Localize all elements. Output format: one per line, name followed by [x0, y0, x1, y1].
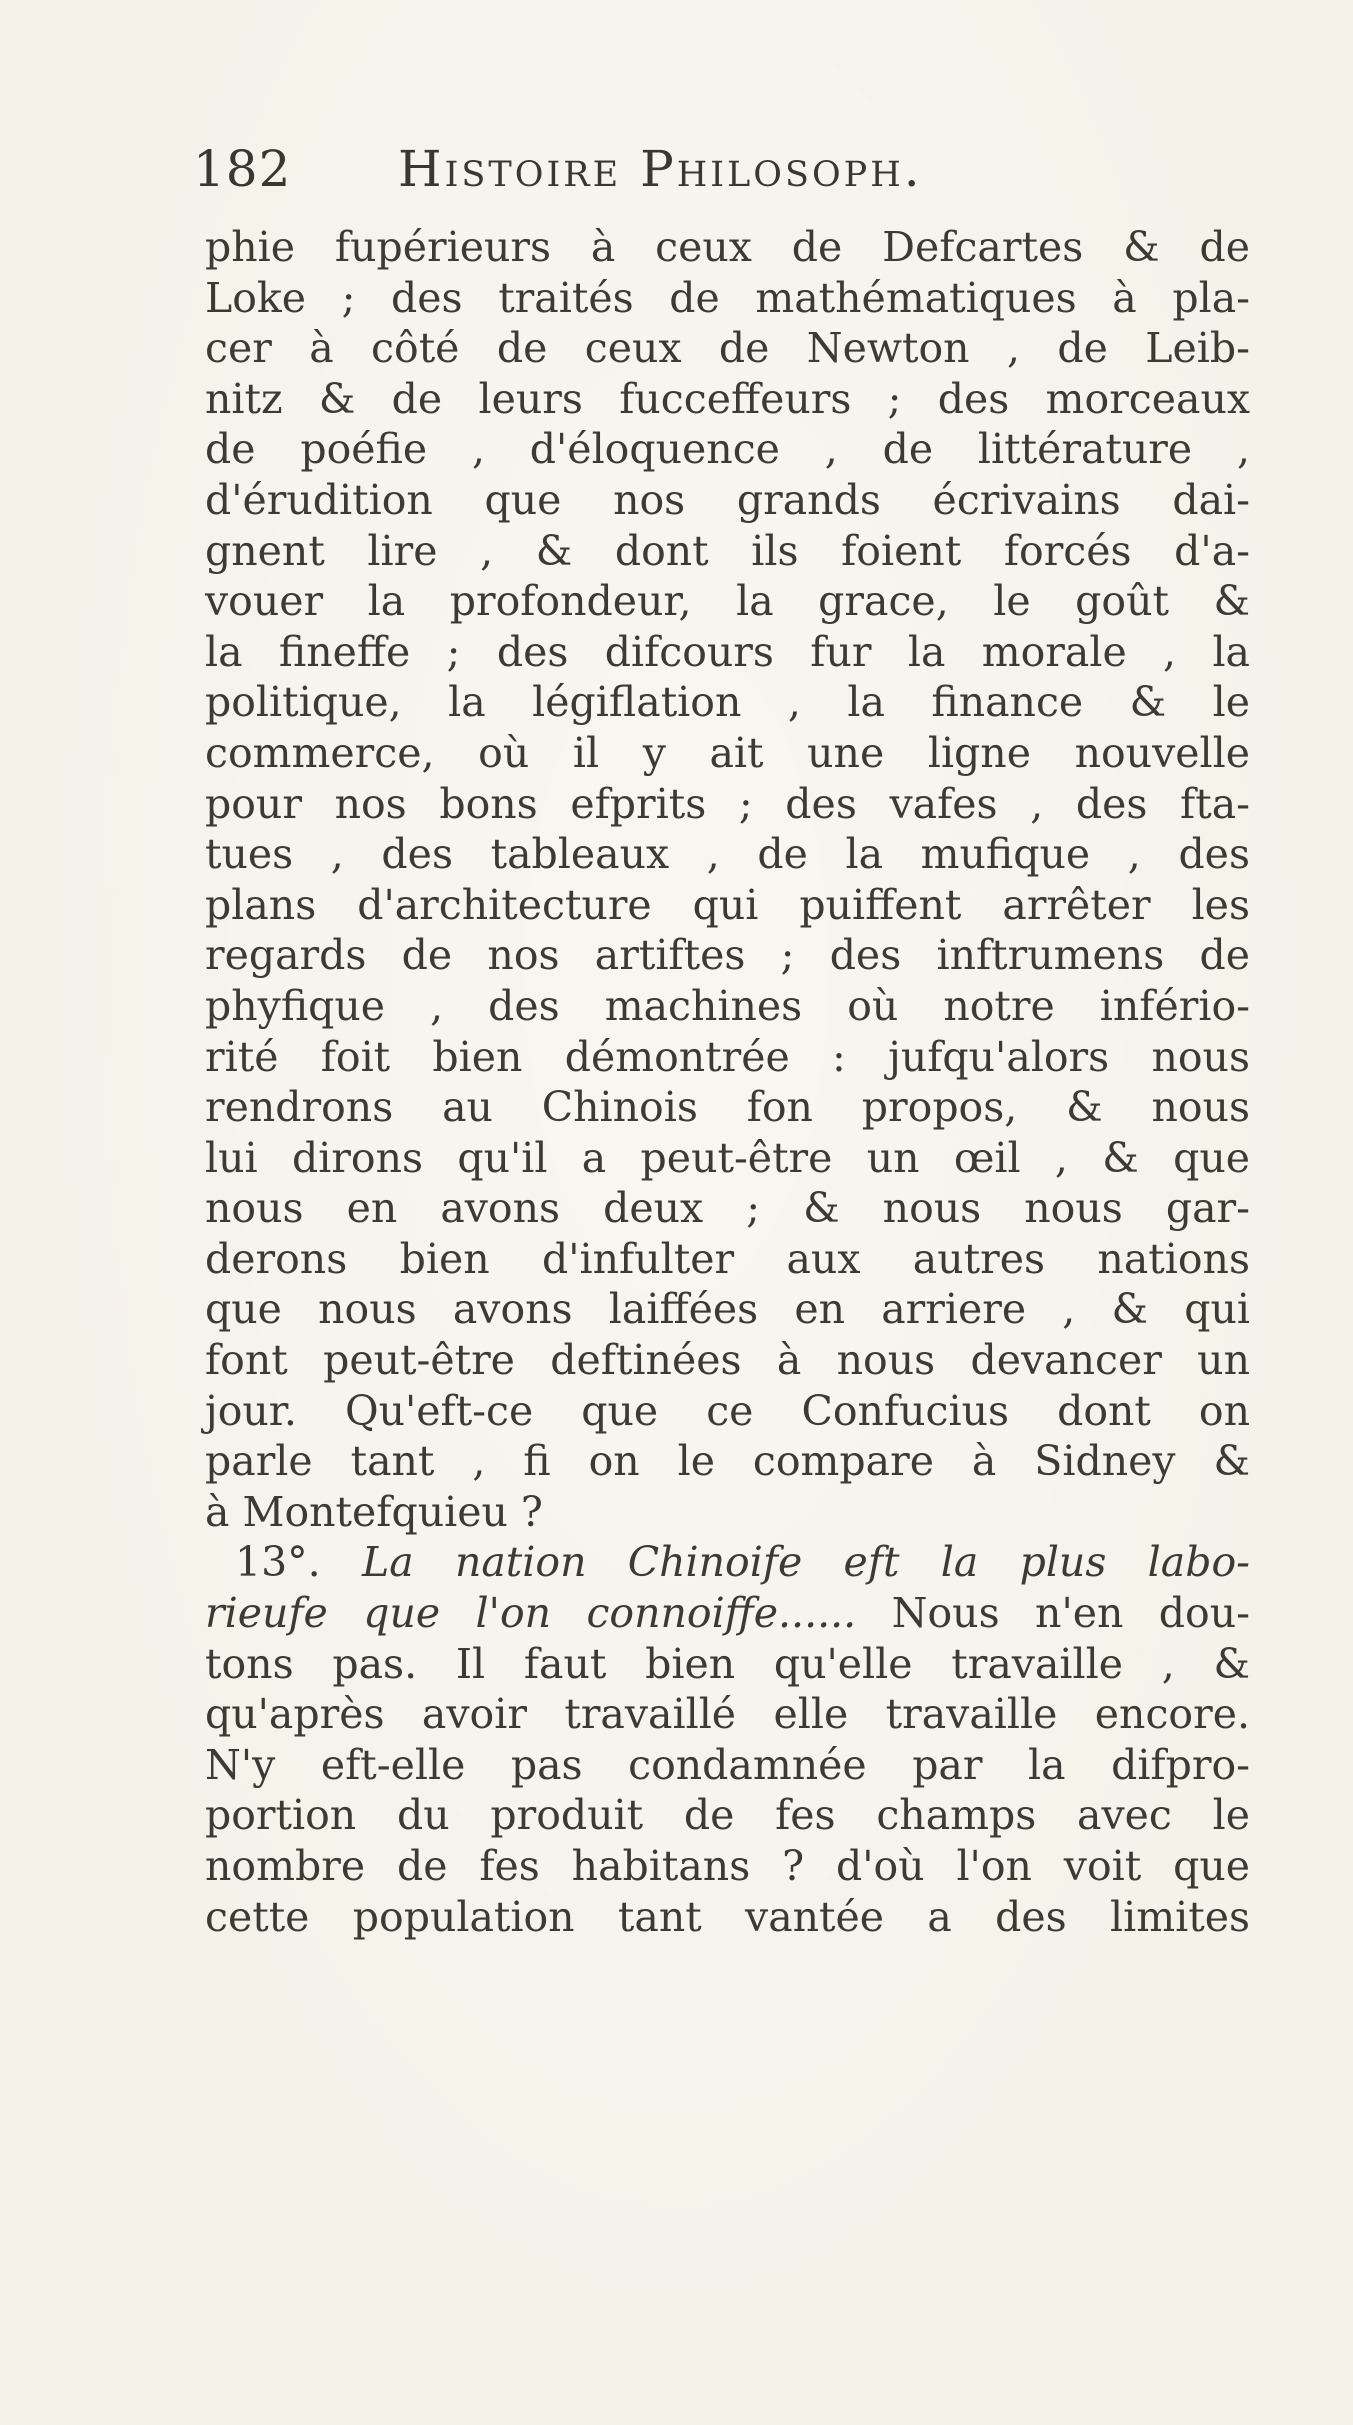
quoted-claim-part-1: La nation Chinoife eft la plus labo-: [362, 1538, 1250, 1587]
text-line: cer à côté de ceux de Newton , de Leib-: [205, 324, 1250, 373]
text-line: que nous avons laiffées en arriere , & qui: [205, 1285, 1250, 1334]
text-line: phie fupérieurs à ceux de Defcartes & de: [205, 223, 1250, 271]
text-line: jour. Qu'eft-ce que ce Confucius dont on: [205, 1386, 1250, 1435]
text-line: lui dirons qu'il a peut-être un œil , & que: [205, 1133, 1250, 1182]
text-line: derons bien d'infulter aux autres nations: [205, 1234, 1250, 1283]
text-line: plans d'architecture qui puiffent arrêter les: [205, 880, 1250, 929]
text-line: la fineffe ; des difcours fur la morale , la: [205, 627, 1250, 676]
body-text: [205, 222, 1250, 1942]
page-header: [193, 140, 1203, 210]
text-fragment: Nous n'en dou-: [891, 1589, 1250, 1638]
text-line: de poéfie , d'éloquence , de littérature ,: [205, 425, 1250, 474]
text-line: pour nos bons efprits ; des vafes , des fta-: [205, 779, 1250, 828]
page-number: 182: [193, 140, 292, 198]
text-line: gnent lire , & dont ils foient forcés d'a-: [205, 526, 1250, 575]
text-line: qu'après avoir travaillé elle travaille encore.: [205, 1690, 1250, 1739]
text-line: nombre de fes habitans ? d'où l'on voit que: [205, 1842, 1250, 1890]
text-line: portion du produit de fes champs avec le: [205, 1791, 1250, 1840]
text-line: rendrons au Chinois fon propos, & nous: [205, 1083, 1250, 1132]
text-line: nous en avons deux ; & nous nous gar-: [205, 1184, 1250, 1233]
quoted-claim-part-2: rieufe que l'on connoiffe......: [205, 1589, 857, 1638]
text-line: d'érudition que nos grands écrivains dai-: [205, 475, 1250, 524]
paragraph-13-first-line: [205, 1537, 1250, 1588]
running-head: Histoire Philosoph.: [398, 140, 923, 198]
text-line: Loke ; des traités de mathématiques à pla-: [205, 273, 1250, 322]
text-line: tues , des tableaux , de la mufique , des: [205, 830, 1250, 879]
text-line: N'y eft-elle pas condamnée par la difpro-: [205, 1740, 1250, 1789]
paragraph-13-second-line: [205, 1588, 1250, 1639]
text-line: phyfique , des machines où notre infério-: [205, 981, 1250, 1030]
text-line: commerce, où il y ait une ligne nouvelle: [205, 728, 1250, 777]
text-line: parle tant , fi on le compare à Sidney &: [205, 1437, 1250, 1486]
text-line: politique, la légiflation , la finance & le: [205, 678, 1250, 727]
paragraph-number: 13°.: [235, 1538, 321, 1587]
text-line: rité foit bien démontrée : jufqu'alors nous: [205, 1032, 1250, 1081]
text-line: cette population tant vantée a des limites: [205, 1892, 1250, 1941]
text-line: tons pas. Il faut bien qu'elle travaille , &: [205, 1639, 1250, 1688]
text-line: vouer la profondeur, la grace, le goût &: [205, 577, 1250, 626]
text-line: nitz & de leurs fucceffeurs ; des morceaux: [205, 374, 1250, 423]
text-line: regards de nos artiftes ; des inftrumens de: [205, 931, 1250, 980]
text-line: à Montefquieu ?: [205, 1487, 543, 1536]
text-line: font peut-être deftinées à nous devancer un: [205, 1336, 1250, 1385]
